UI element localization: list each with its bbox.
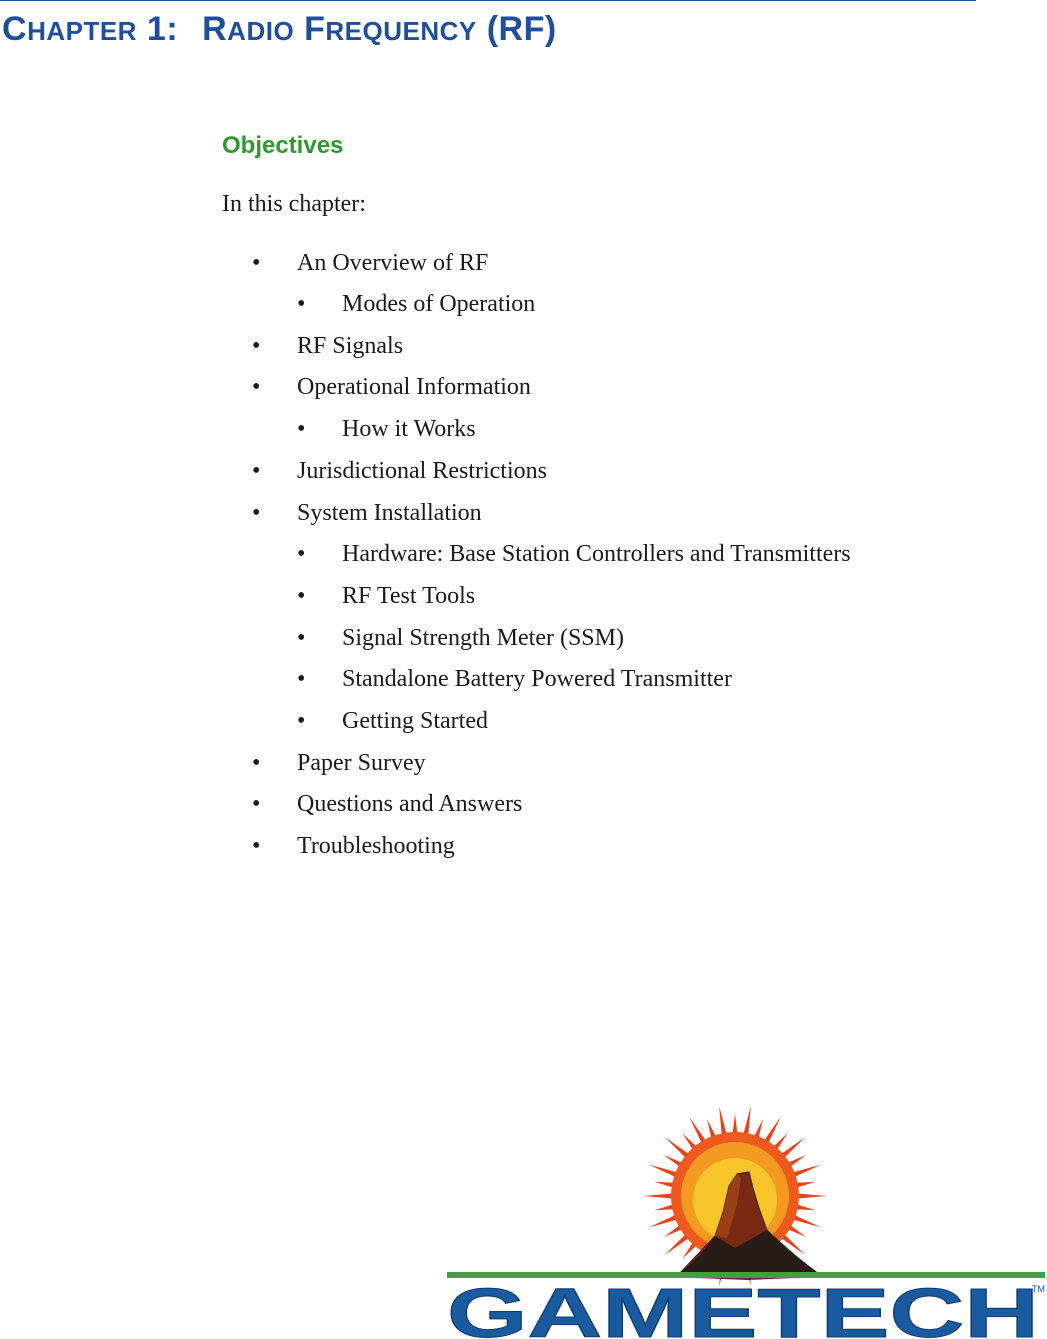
title-f: F [304,10,326,48]
sun-ray [795,1193,827,1198]
bullet-icon: • [252,250,261,276]
title-requency: REQUENCY [325,16,477,46]
bullet-icon: • [252,500,261,526]
bullet-icon: • [252,374,261,400]
objectives-heading: Objectives [222,132,344,159]
chapter-title-c: C [2,10,28,48]
chapter-title-hapter: HAPTER [27,16,137,46]
bullet-icon: • [252,791,261,817]
chapter-title [2,10,557,49]
chapter-number: 1: [146,10,179,48]
title-r: R [202,10,228,48]
wordmark: GAMETECH [447,1274,1039,1339]
top-rule [0,0,976,1]
objectives-intro: In this chapter: [222,191,366,217]
bullet-icon: • [252,750,261,776]
bullet-icon: • [297,583,306,609]
bullet-icon: • [297,291,306,317]
title-adio: ADIO [227,16,295,46]
title-abbrev: (RF) [486,10,557,48]
bullet-icon: • [297,666,306,692]
bullet-icon: • [297,541,306,567]
bullet-icon: • [297,416,306,442]
bullet-icon: • [252,458,261,484]
bullet-icon: • [252,333,261,359]
bullet-icon: • [297,708,306,734]
bullet-icon: • [252,833,261,859]
bullet-icon: • [297,625,306,651]
sun-ray [643,1193,675,1198]
gametech-logo [447,1108,1047,1339]
trademark: TM [1032,1284,1045,1294]
